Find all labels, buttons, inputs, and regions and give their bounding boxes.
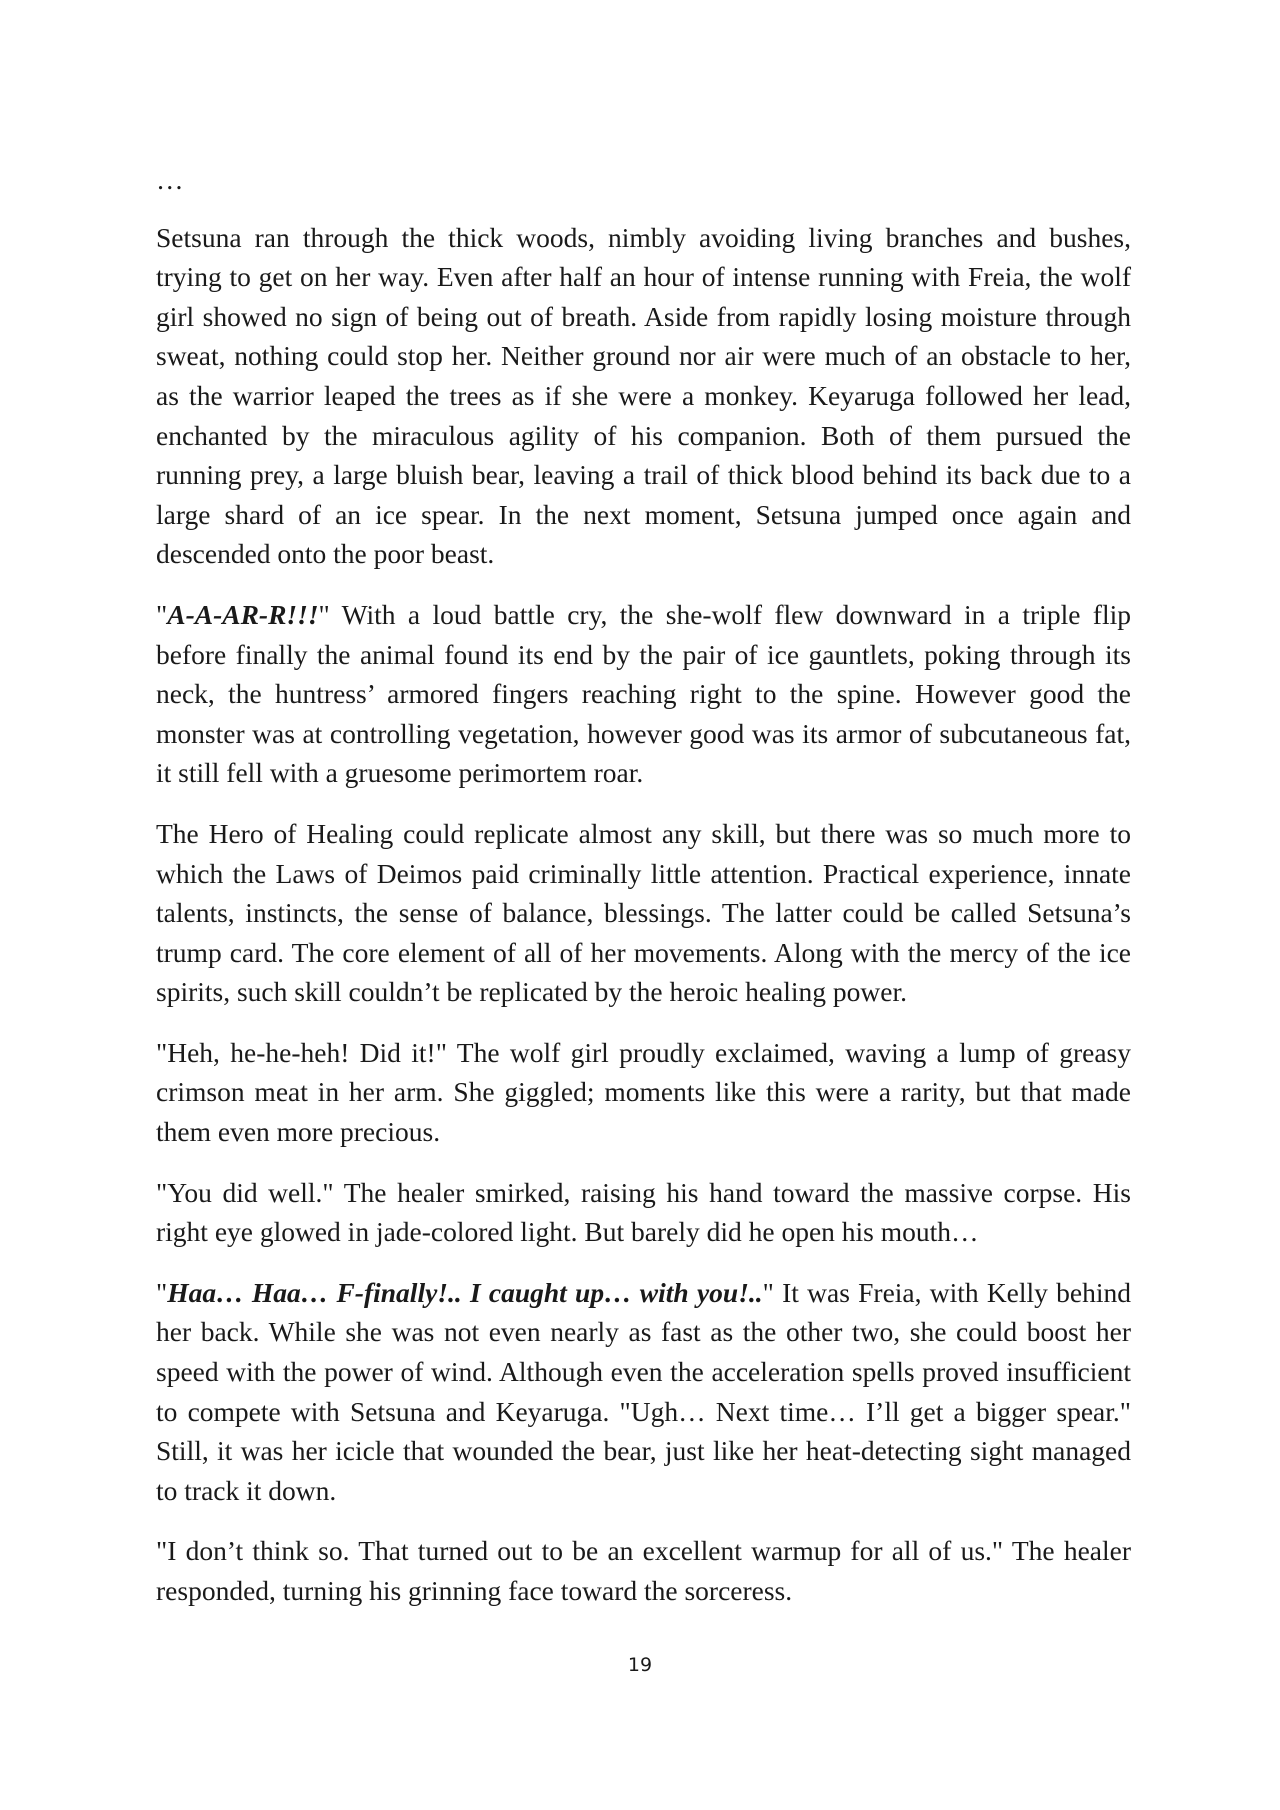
body-text bbox=[156, 160, 1131, 1632]
freia-exclamation-text: Haa… Haa… F-finally!.. I caught up… with you!.. bbox=[167, 1276, 763, 1308]
paragraph-6 bbox=[156, 1273, 1131, 1511]
scene-break-ellipsis: … bbox=[156, 164, 184, 195]
paragraph-7: "I don’t think so. That turned out to be an excellent warmup for all of us." The healer responded, turning his grinning face toward the sorceress. bbox=[156, 1535, 1131, 1606]
open-quote: " bbox=[156, 598, 168, 630]
paragraph-1: Setsuna ran through the thick woods, nimbly avoiding living branches and bushes, trying to get on her way. Even after half an hour of intense running with Freia, the wolf girl showed no sign of being out of breath. Aside from rapidly losing moisture through sweat, nothing could stop her. Neither ground nor air were much of an obstacle to her, as the warrior leaped the trees as if she were a monkey. Keyaruga followed her lead, enchanted by the miraculous agility of his companion. Both of them pursued the running prey, a large bluish bear, leaving a trail of thick blood behind its back due to a large shard of an ice spear. In the next moment, Setsuna jumped once again and descended onto the poor beast. bbox=[156, 221, 1131, 570]
paragraph-6-text: " It was Freia, with Kelly behind her back. While she was not even nearly as fast as the other two, she could boost her speed with the power of wind. Although even the acceleration spells proved insufficient to compete with Setsuna and Keyaruga. "Ugh… Next time… I’ll get a bigger spear." Still, it was her icicle that wounded the bear, just like her heat-detecting sight managed to track it down. bbox=[156, 1276, 1131, 1506]
page-number: 19 bbox=[627, 1654, 653, 1676]
paragraph-5: "You did well." The healer smirked, raising his hand toward the massive corpse. His right eye glowed in jade-colored light. But barely did he open his mouth… bbox=[156, 1176, 1131, 1248]
battle-cry-text: A-A-AR-R!!! bbox=[167, 598, 319, 630]
paragraph-2-text: " With a loud battle cry, the she-wolf flew downward in a triple flip before finally the animal found its end by the pair of ice gauntlets, poking through its neck, the huntress’ armored fingers reaching right to the spine. However good the monster was at controlling vegetation, however good was its armor of subcutaneous fat, it still fell with a gruesome perimortem roar. bbox=[156, 598, 1131, 789]
open-quote: " bbox=[156, 1276, 168, 1308]
paragraph-3: The Hero of Healing could replicate almost any skill, but there was so much more to which the Laws of Deimos paid criminally little attention. Practical experience, innate talents, instincts, the sense of balance, blessings. The latter could be called Setsuna’s trump card. The core element of all of her movements. Along with the mercy of the ice spirits, such skill couldn’t be replicated by the heroic healing power. bbox=[156, 817, 1131, 1008]
paragraph-4: "Heh, he-he-heh! Did it!" The wolf girl proudly exclaimed, waving a lump of greasy crimson meat in her arm. She giggled; moments like this were a rarity, but that made them even more precious. bbox=[156, 1036, 1131, 1148]
paragraph-2 bbox=[156, 595, 1131, 793]
